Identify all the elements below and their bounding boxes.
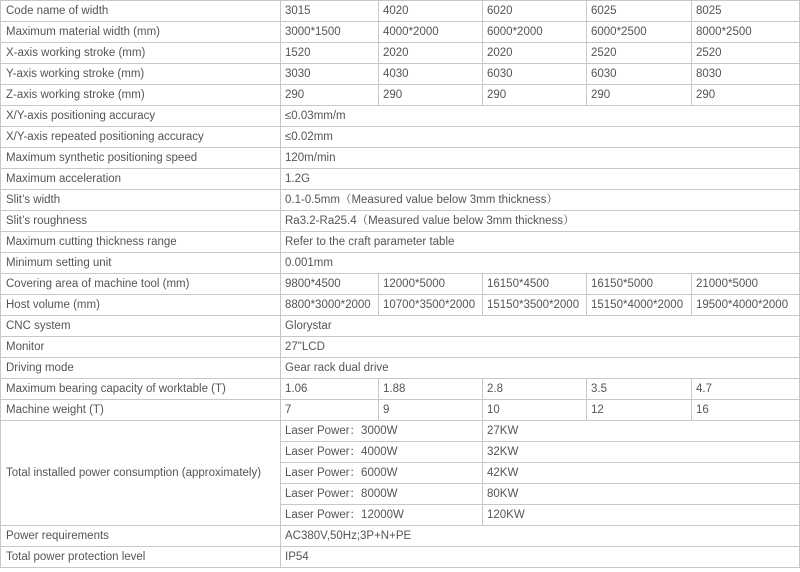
row-value-cell: Glorystar (281, 316, 800, 337)
row-value-cell: 3000*1500 (281, 22, 379, 43)
total-power-cell: 42KW (483, 463, 800, 484)
row-label: CNC system (1, 316, 281, 337)
spec-row (1, 526, 800, 547)
row-value-cell: 6030 (483, 64, 587, 85)
row-value-cell: 4.7 (692, 379, 800, 400)
row-value-cell: 16 (692, 400, 800, 421)
row-value-cell: 1.88 (379, 379, 483, 400)
spec-row (1, 211, 800, 232)
row-value-cell: 15150*3500*2000 (483, 295, 587, 316)
row-label: Monitor (1, 337, 281, 358)
row-value-cell: 1520 (281, 43, 379, 64)
row-value-cell: 19500*4000*2000 (692, 295, 800, 316)
row-value-cell: 6030 (587, 64, 692, 85)
specification-table-body (1, 1, 800, 568)
row-label: Minimum setting unit (1, 253, 281, 274)
laser-power-cell: Laser Power：6000W (281, 463, 483, 484)
row-value-cell: 2520 (587, 43, 692, 64)
total-power-cell: 32KW (483, 442, 800, 463)
row-label: Code name of width (1, 1, 281, 22)
row-value-cell: 4000*2000 (379, 22, 483, 43)
spec-row (1, 337, 800, 358)
row-label: Maximum cutting thickness range (1, 232, 281, 253)
row-label: X-axis working stroke (mm) (1, 43, 281, 64)
row-value-cell: 8800*3000*2000 (281, 295, 379, 316)
spec-row (1, 148, 800, 169)
spec-row (1, 169, 800, 190)
row-value-cell: 4020 (379, 1, 483, 22)
row-value-cell: 290 (483, 85, 587, 106)
laser-power-cell: Laser Power：4000W (281, 442, 483, 463)
row-label: X/Y-axis repeated positioning accuracy (1, 127, 281, 148)
row-value-cell: 2020 (379, 43, 483, 64)
row-label: Covering area of machine tool (mm) (1, 274, 281, 295)
row-label: Host volume (mm) (1, 295, 281, 316)
row-label: Maximum synthetic positioning speed (1, 148, 281, 169)
row-value-cell: 1.2G (281, 169, 800, 190)
row-value-cell: 3015 (281, 1, 379, 22)
row-value-cell: 27"LCD (281, 337, 800, 358)
spec-row (1, 253, 800, 274)
row-value-cell: 6000*2500 (587, 22, 692, 43)
row-value-cell: 3030 (281, 64, 379, 85)
total-power-cell: 27KW (483, 421, 800, 442)
row-value-cell: 3.5 (587, 379, 692, 400)
row-label: Slit’s roughness (1, 211, 281, 232)
spec-row (1, 190, 800, 211)
row-value-cell: 6025 (587, 1, 692, 22)
row-value-cell: 10700*3500*2000 (379, 295, 483, 316)
row-value-cell: ≤0.02mm (281, 127, 800, 148)
row-value-cell: 8000*2500 (692, 22, 800, 43)
row-label: Slit’s width (1, 190, 281, 211)
row-value-cell: 12000*5000 (379, 274, 483, 295)
row-value-cell: Gear rack dual drive (281, 358, 800, 379)
laser-power-cell: Laser Power：12000W (281, 505, 483, 526)
row-value-cell: 6000*2000 (483, 22, 587, 43)
row-value-cell: 9800*4500 (281, 274, 379, 295)
row-value-cell: 16150*5000 (587, 274, 692, 295)
spec-row (1, 43, 800, 64)
row-value-cell: 6020 (483, 1, 587, 22)
row-value-cell: 9 (379, 400, 483, 421)
row-value-cell: IP54 (281, 547, 800, 568)
row-value-cell: 120m/min (281, 148, 800, 169)
row-value-cell: 7 (281, 400, 379, 421)
row-value-cell: ≤0.03mm/m (281, 106, 800, 127)
spec-row (1, 64, 800, 85)
row-value-cell: 8025 (692, 1, 800, 22)
row-value-cell: 15150*4000*2000 (587, 295, 692, 316)
row-value-cell: 2520 (692, 43, 800, 64)
row-value-cell: 0.001mm (281, 253, 800, 274)
row-label: Maximum acceleration (1, 169, 281, 190)
spec-row (1, 295, 800, 316)
total-power-cell: 120KW (483, 505, 800, 526)
spec-row (1, 106, 800, 127)
row-label: Machine weight (T) (1, 400, 281, 421)
row-value-cell: 10 (483, 400, 587, 421)
spec-row (1, 1, 800, 22)
laser-power-cell: Laser Power：8000W (281, 484, 483, 505)
spec-row (1, 274, 800, 295)
row-label: Maximum material width (mm) (1, 22, 281, 43)
spec-row (1, 316, 800, 337)
row-value-cell: 290 (692, 85, 800, 106)
row-value-cell: 290 (587, 85, 692, 106)
row-value-cell: 8030 (692, 64, 800, 85)
row-value-cell: 2.8 (483, 379, 587, 400)
spec-row (1, 547, 800, 568)
row-label: Power requirements (1, 526, 281, 547)
power-row (1, 421, 800, 442)
spec-row (1, 232, 800, 253)
row-value-cell: 12 (587, 400, 692, 421)
row-value-cell: 290 (281, 85, 379, 106)
spec-row (1, 22, 800, 43)
power-consumption-label: Total installed power consumption (approximately) (1, 421, 281, 526)
row-value-cell: 21000*5000 (692, 274, 800, 295)
row-label: Y-axis working stroke (mm) (1, 64, 281, 85)
spec-row (1, 379, 800, 400)
row-value-cell: 290 (379, 85, 483, 106)
row-value-cell: 2020 (483, 43, 587, 64)
row-label: X/Y-axis positioning accuracy (1, 106, 281, 127)
row-value-cell: 0.1-0.5mm（Measured value below 3mm thickness） (281, 190, 800, 211)
spec-row (1, 358, 800, 379)
row-value-cell: 4030 (379, 64, 483, 85)
row-label: Total power protection level (1, 547, 281, 568)
row-value-cell: 16150*4500 (483, 274, 587, 295)
spec-row (1, 85, 800, 106)
total-power-cell: 80KW (483, 484, 800, 505)
row-label: Driving mode (1, 358, 281, 379)
row-value-cell: AC380V,50Hz;3P+N+PE (281, 526, 800, 547)
laser-power-cell: Laser Power：3000W (281, 421, 483, 442)
spec-row (1, 400, 800, 421)
spec-row (1, 127, 800, 148)
row-label: Maximum bearing capacity of worktable (T) (1, 379, 281, 400)
row-value-cell: Ra3.2-Ra25.4（Measured value below 3mm thickness） (281, 211, 800, 232)
row-value-cell: Refer to the craft parameter table (281, 232, 800, 253)
row-value-cell: 1.06 (281, 379, 379, 400)
row-label: Z-axis working stroke (mm) (1, 85, 281, 106)
